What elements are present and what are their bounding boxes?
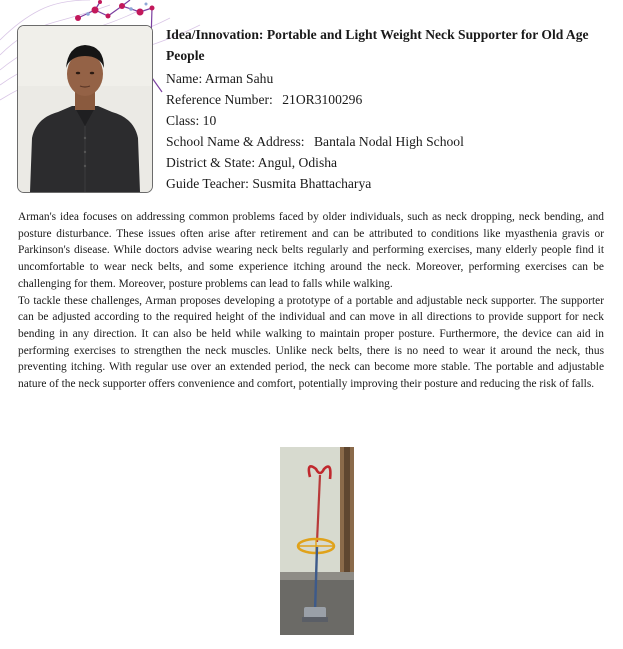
- idea-title: Idea/Innovation: Portable and Light Weight Neck Supporter for Old Age People: [166, 27, 589, 63]
- student-photo: [17, 25, 153, 193]
- reference-row: [166, 89, 606, 110]
- school-row: [166, 131, 606, 152]
- guide-value: Susmita Bhattacharya: [252, 176, 372, 191]
- class-label: Class:: [166, 113, 200, 128]
- district-value: Angul, Odisha: [257, 155, 338, 170]
- reference-value: 21OR3100296: [282, 92, 363, 107]
- name-row: [166, 68, 606, 89]
- prototype-photo: [280, 447, 354, 635]
- guide-label: Guide Teacher:: [166, 176, 249, 191]
- district-label: District & State:: [166, 155, 256, 170]
- name-label: Name:: [166, 71, 203, 86]
- name-value: Arman Sahu: [204, 71, 274, 86]
- description-paragraph-2: To tackle these challenges, Arman proposes developing a prototype of a portable and adjustable neck supporter. The supporter can be adjusted according to the required height of the individual and can move in all directions to provide support for neck bending in any direction. It can also be held while walking to maintain proper posture. Furthermore, the device can aid in performing exercises to strengthen the neck muscles. Unlike neck belts, there is no need to wear it around the neck, thus preventing itching. With regular use over an extended period, the neck can become more stable. The portable and adjustable nature of the neck supporter offers convenience and comfort, potentially improving their posture and reducing the risk of falls.: [18, 294, 604, 391]
- reference-label: Reference Number:: [166, 92, 273, 107]
- class-value: 10: [202, 113, 217, 128]
- idea-description: [18, 209, 604, 393]
- guide-row: [166, 173, 606, 194]
- district-row: [166, 152, 606, 173]
- description-paragraph-1: Arman's idea focuses on addressing common problems faced by older individuals, such as neck dropping, neck bending, and posture disturbance. These issues often arise after retirement and can be attributed to conditions like myasthenia gravis or Parkinson's disease. While doctors advise wearing neck belts regularly and performing exercises, many elderly people find it uncomfortable to wear neck belts, and some experience itching around the neck. Moreover, performing exercises can be challenging for them. Moreover, posture problems can lead to falls while walking.: [18, 211, 604, 290]
- class-row: [166, 110, 606, 131]
- school-value: Bantala Nodal High School: [313, 134, 464, 149]
- school-label: School Name & Address:: [166, 134, 305, 149]
- participant-info: [166, 24, 606, 194]
